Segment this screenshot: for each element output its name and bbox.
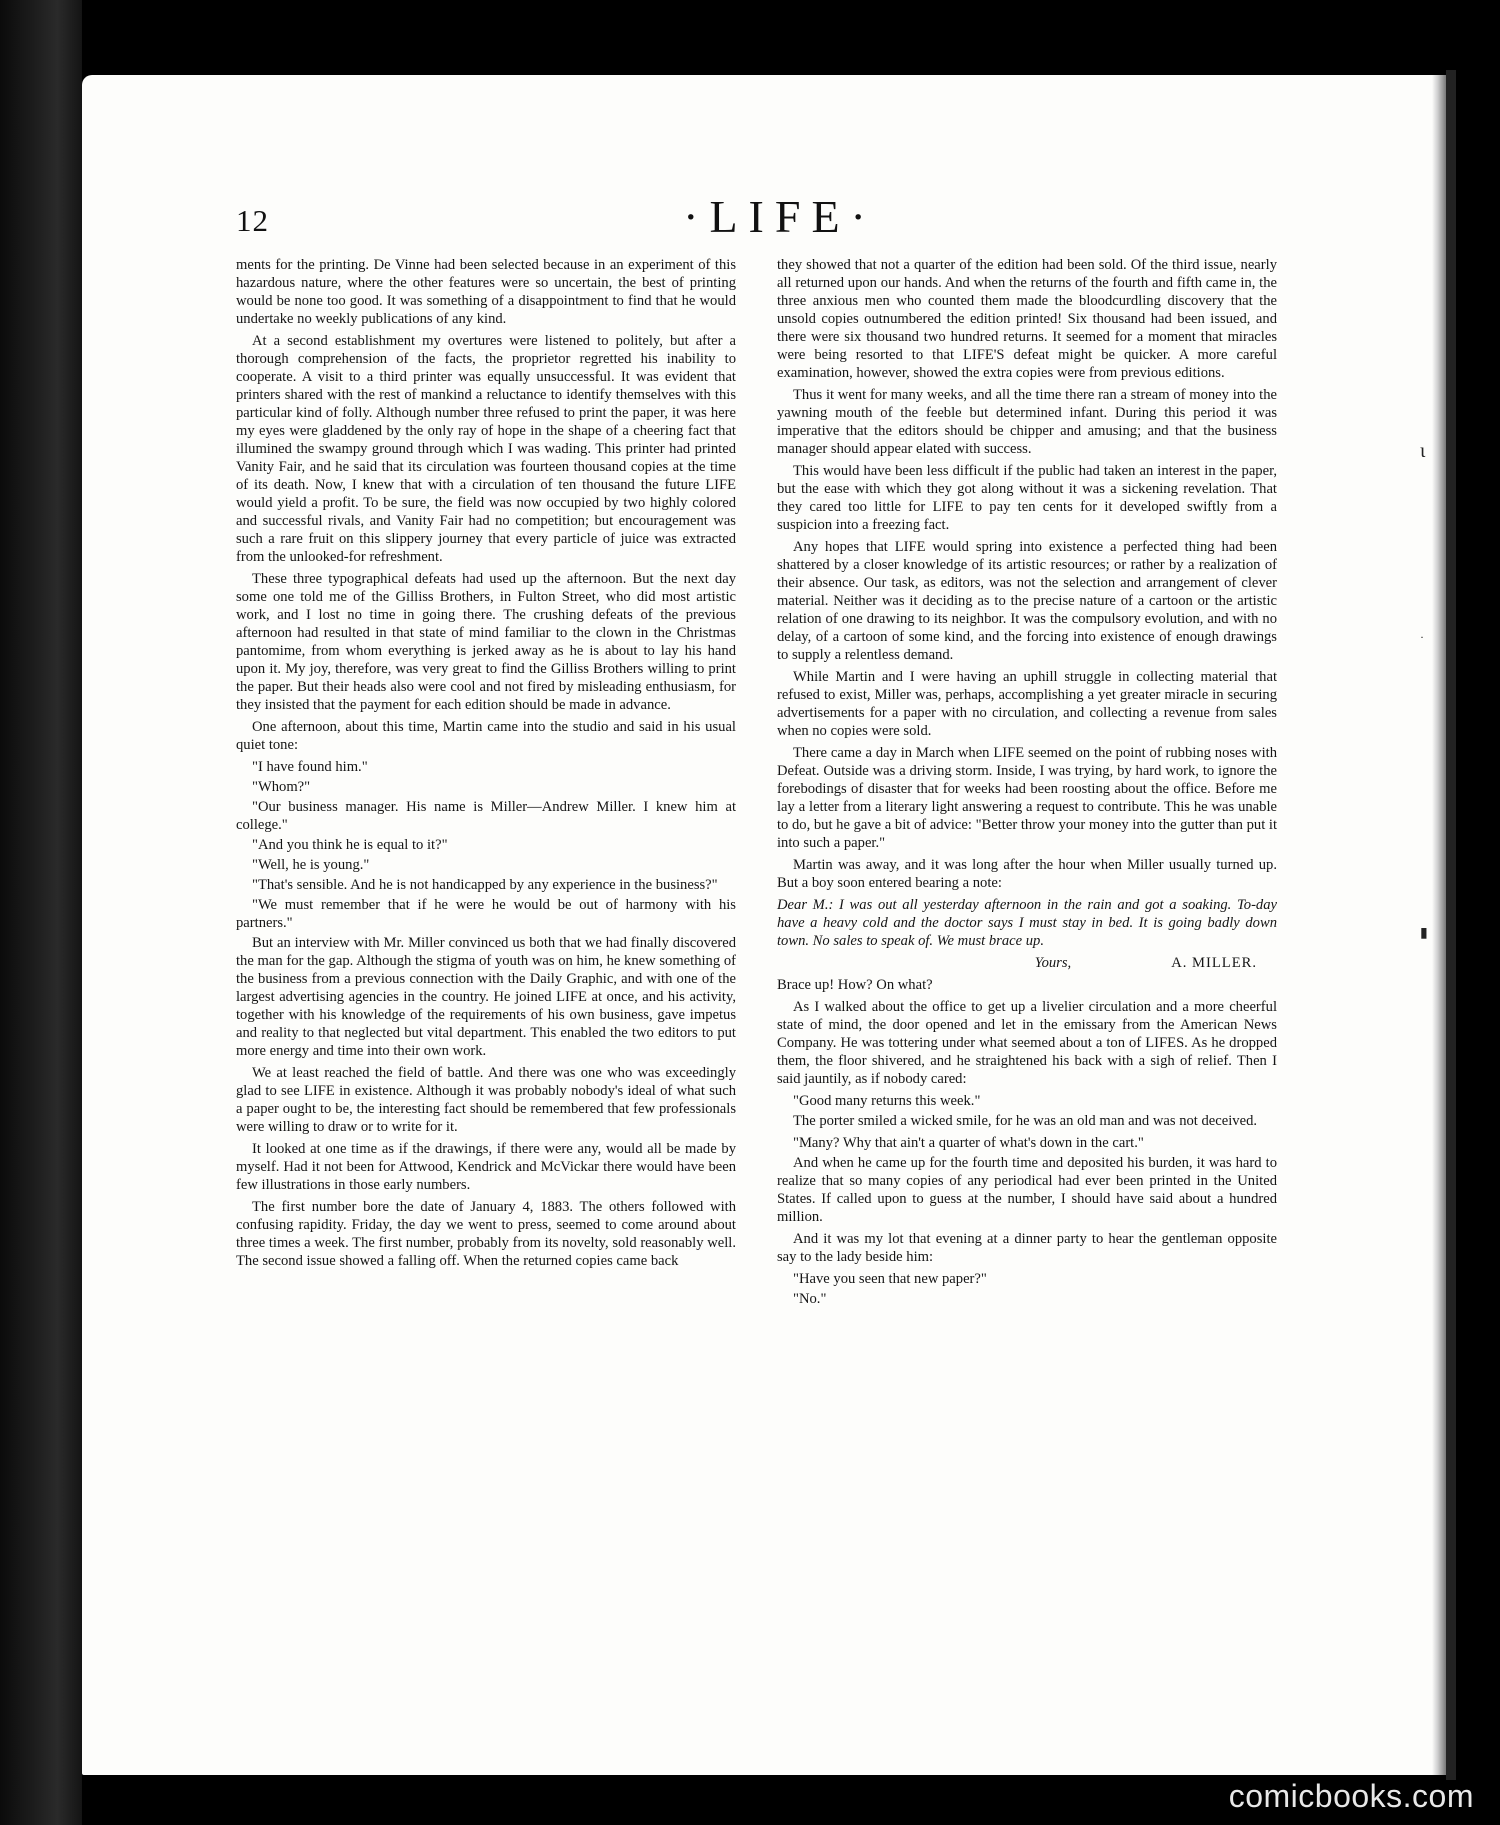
paragraph: These three typographical defeats had used up the afternoon. But the next day some one told me of the Gilliss Brothers, in Fulton Street, who did most artistic work, and I lost no time in going there. The crushing defeats of the previous afternoon had resulted in that state of mind familiar to the clown in the Christmas pantomime, from whom everything is jerked away as he is about to lay his hand upon it. My joy, therefore, was very great to find the Gilliss Brothers willing to print the paper. But their heads also were cool and not fired by misleading enthusiasm, for they insisted that the payment for each edition should be made in advance. [236, 571, 736, 713]
quoted-letter: Dear M.: I was out all yesterday afternoon in the rain and got a soaking. To-day have a heavy cold and the doctor says I must stay in bed. It is going badly down town. No sales to speak of. We must brace up. [777, 897, 1277, 949]
letter-closing: Yours, [1034, 955, 1072, 971]
paragraph: ments for the printing. De Vinne had been selected because in an experiment of this hazardous nature, where the other features were so uncertain, the best of printing would be none too good. It was something of a disappointment to find that he would undertake no weekly publications of any kind. [236, 257, 736, 327]
paragraph: The porter smiled a wicked smile, for he was an old man and was not deceived. [793, 1113, 1258, 1129]
paragraph: There came a day in March when LIFE seemed on the point of rubbing noses with Defeat. Outside was a driving storm. Inside, I was trying, by hard work, to ignore the forebodings of disaster that for weeks had been roosting about the office. Before me lay a letter from a literary light answering a request to contribute. This he was unable to do, but he gave a bit of advice: "Better throw your money into the gutter than put it into such a paper." [777, 745, 1277, 851]
dialogue-line: "We must remember that if he were he would be out of harmony with his partners." [236, 897, 736, 931]
dialogue-line: "And you think he is equal to it?" [252, 837, 448, 853]
paragraph: We at least reached the field of battle. And there was one who was exceedingly glad to see LIFE in existence. Although it was probably nobody's ideal of what such a paper ought to be, the interesting fact should be remembered that few professionals were willing to draw or to write for it. [236, 1065, 736, 1135]
dialogue-line: "Many? Why that ain't a quarter of what's down in the cart." [793, 1135, 1144, 1151]
paragraph: But an interview with Mr. Miller convinced us both that we had finally discovered the man for the gap. Although the stigma of youth was on him, he knew something of the business from a previous connection with the Daily Graphic, and with one of the largest advertising agencies in the country. He joined LIFE at once, and his activity, together with his knowledge of the requirements of his own business, gave impetus and reality to that neglected but vital department. This enabled the two editors to put more energy and time into their own work. [236, 935, 736, 1059]
left-column [236, 256, 736, 1274]
dialogue-line: "I have found him." [252, 759, 368, 775]
paragraph: This would have been less difficult if the public had taken an interest in the paper, but the ease with which they got along without it was a sickening revelation. That they cared too little for LIFE to pay ten cents for it developed swiftly from a suspicion into a freezing fact. [777, 463, 1277, 533]
dialogue-line: "Well, he is young." [252, 857, 370, 873]
paragraph: At a second establishment my overtures were listened to politely, but after a thorough comprehension of the facts, the proprietor regretted his inability to cooperate. A visit to a third printer was equally unsuccessful. It was evident that printers shared with the rest of mankind a reluctance to identify themselves with this particular kind of folly. Although number three refused to print the paper, it was here my eyes were gladdened by the only ray of hope in the shape of a cheering fact that illumined the swampy ground through which I was wading. This printer had printed Vanity Fair, and he said that its circulation was fourteen thousand copies at the time of its death. Now, I knew that with a circulation of ten thousand the future LIFE would yield a profit. To be sure, the field was now occupied by two highly colored and successful rivals, and Vanity Fair had no competition; but encouragement was such a rare fruit on this slippery journey that every particle of juice was extracted from the unlooked-for refreshment. [236, 333, 736, 565]
scan-mark: ▮ [1420, 926, 1428, 941]
paragraph: they showed that not a quarter of the edition had been sold. Of the third issue, nearly all returned upon our hands. And when the returns of the fourth and fifth came in, the three anxious men who counted them made the bloodcurdling discovery that the unsold copies outnumbered the edition printed! Six thousand had been issued, and there were six thousand two hundred returns. It seemed for a moment that miracles were being resorted to that LIFE'S defeat might be quicker. A more careful examination, however, showed the extra copies were from previous editions. [777, 257, 1277, 381]
dialogue-line: "That's sensible. And he is not handicapped by any experience in the business?" [252, 877, 718, 893]
dialogue-line: "Good many returns this week." [793, 1093, 981, 1109]
letter-signature: A. MILLER. [1171, 955, 1257, 971]
dialogue-line: "Our business manager. His name is Miller—Andrew Miller. I knew him at college." [236, 799, 736, 833]
dialogue-line: "Whom?" [252, 779, 311, 795]
scan-mark: · [1420, 630, 1424, 644]
dialogue-line: "Have you seen that new paper?" [793, 1271, 987, 1287]
paragraph: Thus it went for many weeks, and all the time there ran a stream of money into the yawning mouth of the feeble but determined infant. During this period it was imperative that the editors should be chipper and amusing; and that the business manager should appear elated with success. [777, 387, 1277, 457]
scan-mark: ɩ [1420, 440, 1426, 462]
watermark: comicbooks.com [1228, 1778, 1474, 1814]
paragraph: One afternoon, about this time, Martin came into the studio and said in his usual quiet tone: [236, 719, 736, 753]
masthead-title: ·LIFE· [683, 191, 877, 242]
page-number: 12 [236, 203, 269, 238]
paragraph: It looked at one time as if the drawings, if there were any, would all be made by myself. Had it not been for Attwood, Kendrick and McVickar there would have been few illustrations in those early numbers. [236, 1141, 736, 1193]
page-edge-shadow [1432, 75, 1446, 1775]
paragraph: And when he came up for the fourth time and deposited his burden, it was hard to realize that so many copies of any periodical had ever been printed in the United States. If called upon to guess at the number, I should have said about a hundred million. [777, 1155, 1277, 1225]
scan-left-edge [0, 0, 82, 1825]
paragraph: Brace up! How? On what? [777, 977, 933, 993]
right-column [777, 256, 1277, 1310]
paragraph: As I walked about the office to get up a livelier circulation and a more cheerful state of mind, the door opened and let in the emissary from the American News Company. He was tottering under what seemed about a ton of LIFES. As he dropped them, the floor shivered, and he straightened his back with a sigh of relief. Then I said jauntily, as if nobody cared: [777, 999, 1277, 1087]
paragraph: The first number bore the date of January 4, 1883. The others followed with confusing rapidity. Friday, the day we went to press, seemed to come around about three times a week. The first number, probably from its novelty, sold reasonably well. The second issue showed a falling off. When the returned copies came back [236, 1199, 736, 1269]
letter-signoff [777, 954, 1257, 972]
paragraph: Martin was away, and it was long after the hour when Miller usually turned up. But a boy soon entered bearing a note: [777, 857, 1277, 891]
paragraph: While Martin and I were having an uphill struggle in collecting material that refused to exist, Miller was, perhaps, accomplishing a yet greater miracle in securing advertisements for a paper with no circulation, and collecting a revenue from sales when no copies were sold. [777, 669, 1277, 739]
dialogue-line: "No." [793, 1291, 827, 1307]
paragraph: And it was my lot that evening at a dinner party to hear the gentleman opposite say to the lady beside him: [777, 1231, 1277, 1265]
binding-edge [1446, 70, 1456, 1780]
paragraph: Any hopes that LIFE would spring into existence a perfected thing had been shattered by a closer knowledge of its artistic resources; or rather by a realization of their absence. Our task, as editors, was not the selection and arrangement of clever material. Neither was it deciding as to the precise nature of a cartoon or the artistic relation of one drawing to its neighbor. It was the compulsory evolution, and with no delay, of a cartoon of some kind, and the forcing into existence of enough drawings to supply a relentless demand. [777, 539, 1277, 663]
